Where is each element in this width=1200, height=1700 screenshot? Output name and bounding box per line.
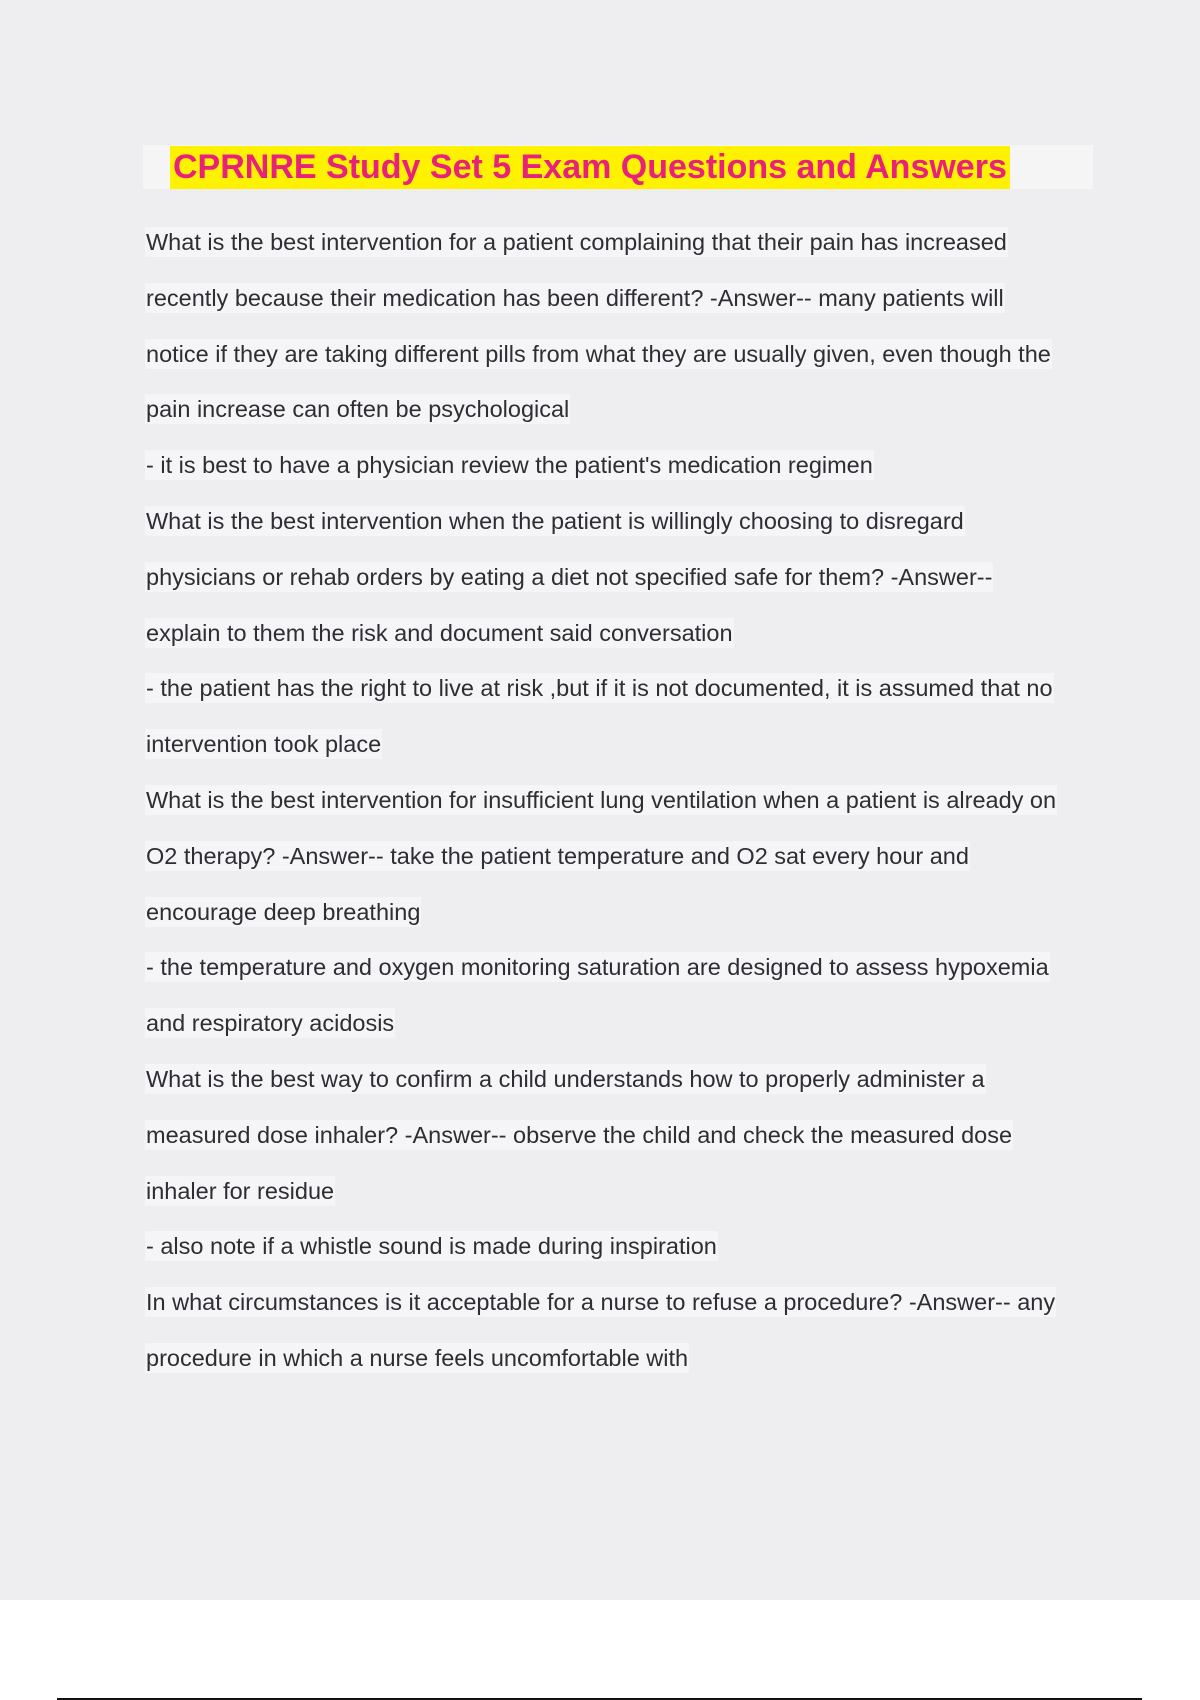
line-text: What is the best intervention for a patient complaining that their pain has increased [146, 229, 1007, 255]
document-title: CPRNRE Study Set 5 Exam Questions and Answers [170, 146, 1010, 189]
line-text: O2 therapy? -Answer-- take the patient temperature and O2 sat every hour and [146, 842, 969, 869]
text-line [145, 1275, 1095, 1331]
text-line [145, 829, 1095, 885]
line-text: measured dose inhaler? -Answer-- observe the child and check the measured dose [146, 1121, 1013, 1148]
line-text: - it is best to have a physician review the patient's medication regimen [146, 452, 873, 479]
text-line [145, 215, 1095, 271]
line-text: - also note if a whistle sound is made during inspiration [146, 1233, 717, 1260]
text-line [145, 1164, 1095, 1220]
text-line [145, 327, 1095, 383]
text-line [145, 438, 1095, 494]
text-line [145, 996, 1095, 1052]
line-text: intervention took place [146, 731, 382, 758]
text-line [145, 885, 1095, 941]
line-text: explain to them the risk and document said conversation [146, 619, 733, 646]
text-line [145, 271, 1095, 327]
line-text: inhaler for residue [146, 1177, 335, 1204]
line-text: physicians or rehab orders by eating a diet not specified safe for them? -Answer-- [146, 563, 993, 590]
line-text: In what circumstances is it acceptable for a nurse to refuse a procedure? -Answer-- any [146, 1289, 1056, 1316]
text-line [145, 1052, 1095, 1108]
line-text: and respiratory acidosis [146, 1010, 395, 1037]
line-text: notice if they are taking different pills from what they are usually given, even though the [146, 340, 1051, 367]
line-text: - the patient has the right to live at risk ,but if it is not documented, it is assumed that no [146, 675, 1053, 702]
line-text: What is the best way to confirm a child understands how to properly administer a [146, 1065, 985, 1092]
text-line [145, 382, 1095, 438]
text-line [145, 494, 1095, 550]
text-line [145, 606, 1095, 662]
line-text: pain increase can often be psychological [146, 396, 570, 423]
line-text: encourage deep breathing [146, 898, 421, 925]
line-text: recently because their medication has been different? -Answer-- many patients will [146, 284, 1004, 311]
text-line [145, 661, 1095, 717]
line-text: procedure in which a nurse feels uncomfortable with [146, 1344, 689, 1371]
document-body [145, 215, 1095, 1387]
text-line [145, 773, 1095, 829]
text-line [145, 717, 1095, 773]
text-line [145, 1219, 1095, 1275]
text-line [145, 940, 1095, 996]
text-line [145, 1108, 1095, 1164]
line-text: What is the best intervention when the patient is willingly choosing to disregard [146, 507, 964, 534]
line-text: - the temperature and oxygen monitoring saturation are designed to assess hypoxemia [146, 954, 1049, 981]
line-text: What is the best intervention for insufficient lung ventilation when a patient is already on [146, 786, 1057, 813]
text-line [145, 550, 1095, 606]
text-line [145, 1331, 1095, 1387]
